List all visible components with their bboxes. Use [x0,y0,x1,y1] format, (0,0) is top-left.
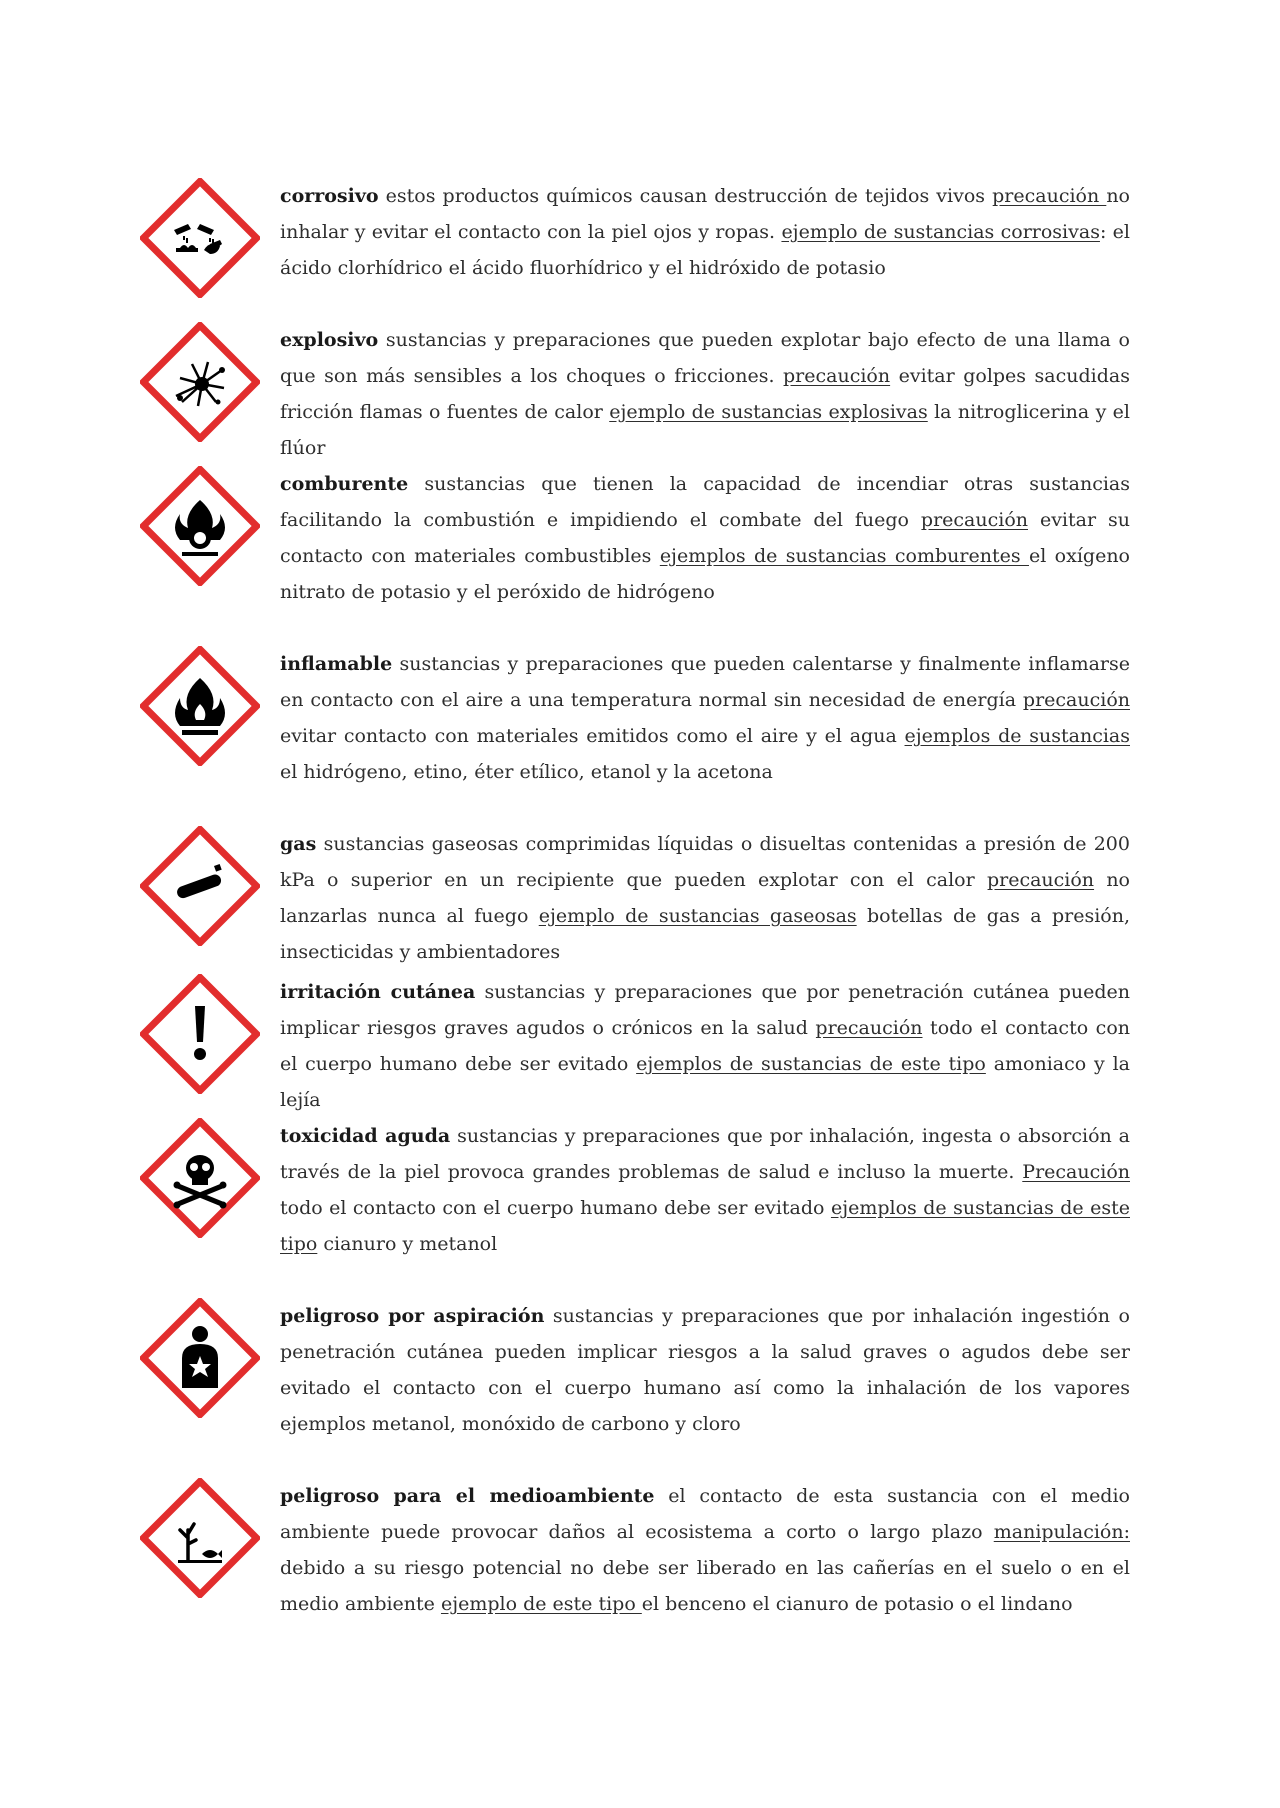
flame-icon [140,646,260,766]
underlined-label: manipulación: [993,1521,1130,1543]
hazard-description [280,466,1130,610]
description-text: no lanzarlas nunca al fuego [280,869,1130,927]
description-text: la nitroglicerina y el flúor [280,401,1130,459]
description-text: sustancias y preparaciones que por penetración cutánea pueden implicar riesgos graves agudos o crónicos en la salud [280,981,1130,1039]
hazard-name: explosivo [280,329,379,351]
description-text: sustancias y preparaciones que por inhalación, ingesta o absorción a través de la piel provoca grandes problemas de salud e incluso la muerte. [280,1125,1130,1183]
description-text: evitar su contacto con materiales combustibles [280,509,1130,567]
underlined-label: ejemplo de este tipo [440,1593,642,1615]
underlined-label: precaución [783,365,891,387]
hazard-description [280,1298,1130,1442]
gas-cylinder-icon [140,826,260,946]
description-text: el benceno el cianuro de potasio o el lindano [641,1593,1073,1615]
corrosion-icon [140,178,260,298]
underlined-label: precaución [1022,689,1130,711]
description-text: sustancias y preparaciones que por inhalación ingestión o penetración cutánea pueden implicar riesgos a la salud graves o agudos debe ser evitado el contacto con el cuerpo humano así como la inhalación de los vapores ejemplos metanol, monóxido de carbono y cloro [280,1305,1130,1435]
environment-icon [140,1478,260,1598]
underlined-label: ejemplos de sustancias comburentes [659,545,1029,567]
exploding-bomb-icon [140,322,260,442]
hazard-description [280,178,1130,286]
hazard-description [280,974,1130,1118]
underlined-label: precaución [986,869,1095,891]
description-text: evitar contacto con materiales emitidos como el aire y el agua [280,725,905,747]
description-text: todo el contacto con el cuerpo humano debe ser evitado [280,1197,831,1219]
underlined-label: ejemplos de sustancias de este tipo [636,1053,986,1075]
hazard-name: peligroso para el medioambiente [280,1485,655,1507]
description-text: estos productos químicos causan destrucción de tejidos vivos [378,185,993,207]
underlined-label: precaución [815,1017,923,1039]
hazard-name: toxicidad aguda [280,1125,451,1147]
hazard-description [280,826,1130,970]
hazard-description [280,1478,1130,1622]
description-text: : el ácido clorhídrico el ácido fluorhídrico y el hidróxido de potasio [280,221,1131,279]
skull-crossbones-icon [140,1118,260,1238]
description-text: debido a su riesgo potencial no debe ser liberado en las cañerías en el suelo o en el medio ambiente [280,1557,1130,1615]
description-text: sustancias y preparaciones que pueden calentarse y finalmente inflamarse en contacto con el aire a una temperatura normal sin necesidad de energía [280,653,1130,711]
description-text: sustancias y preparaciones que pueden explotar bajo efecto de una llama o que son más sensibles a los choques o fricciones. [280,329,1130,387]
underlined-label: ejemplo de sustancias corrosivas [781,221,1100,243]
description-text: el oxígeno nitrato de potasio y el peróxido de hidrógeno [280,545,1130,603]
description-text: el contacto de esta sustancia con el medio ambiente puede provocar daños al ecosistema a corto o largo plazo [280,1485,1130,1543]
underlined-label: ejemplo de sustancias gaseosas [538,905,857,927]
description-text: cianuro y metanol [317,1233,498,1255]
underlined-label: ejemplos de sustancias [904,725,1130,747]
hazard-description [280,1118,1130,1262]
description-text: todo el contacto con el cuerpo humano debe ser evitado [280,1017,1130,1075]
description-text: sustancias que tienen la capacidad de incendiar otras sustancias facilitando la combustión e impidiendo el combate del fuego [280,473,1130,531]
description-text: sustancias gaseosas comprimidas líquidas o disueltas contenidas a presión de 200 kPa o superior en un recipiente que pueden explotar con el calor [280,833,1130,891]
description-text: evitar golpes sacudidas fricción flamas o fuentes de calor [280,365,1130,423]
description-text: no inhalar y evitar el contacto con la piel ojos y ropas. [280,185,1130,243]
description-text: botellas de gas a presión, insecticidas y ambientadores [280,905,1130,963]
underlined-label: precaución [992,185,1107,207]
hazard-name: comburente [280,473,409,495]
hazard-description [280,322,1130,466]
hazard-name: corrosivo [280,185,379,207]
hazard-name: inflamable [280,653,393,675]
flame-over-circle-icon [140,466,260,586]
underlined-label: Precaución [1022,1161,1130,1183]
underlined-label: ejemplos de sustancias de este tipo [280,1197,1130,1255]
description-text: amoniaco y la lejía [280,1053,1130,1111]
hazard-description [280,646,1130,790]
exclamation-mark-icon [140,974,260,1094]
underlined-label: ejemplo de sustancias explosivas [609,401,928,423]
hazard-name: irritación cutánea [280,981,476,1003]
health-hazard-icon [140,1298,260,1418]
underlined-label: precaución [920,509,1028,531]
hazard-name: gas [280,833,317,855]
hazard-name: peligroso por aspiración [280,1305,545,1327]
description-text: el hidrógeno, etino, éter etílico, etanol y la acetona [280,761,773,783]
